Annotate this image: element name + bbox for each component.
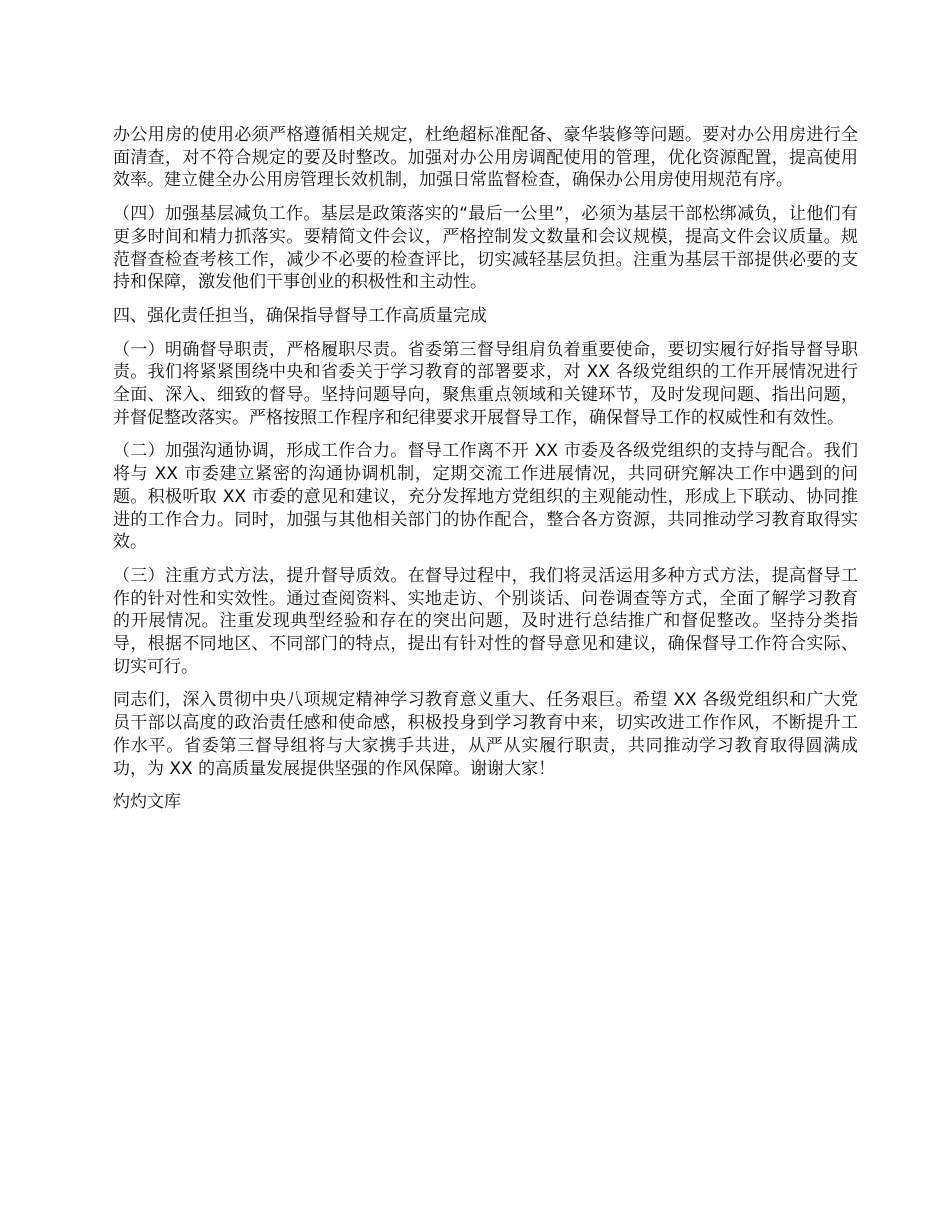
source-label: 灼灼文库 [113,792,181,813]
paragraph-supervision-duties: （一）明确督导职责，严格履职尽责。省委第三督导组肩负着重要使命，要切实履行好指导督导职责。我们将紧紧围绕中央和省委关于学习教育的部署要求，对 XX 各级党组织的工作开展情况进行全面、深入、细致的督导。坚持问题导向，聚焦重点领域和关键环节，及时发现问题、指出问题，并督促整改落实。严格按照工作程序和纪律要求开展督导工作，确保督导工作的权威性和有效性。 [113,339,858,428]
paragraph-grassroots-burden: （四）加强基层减负工作。基层是政策落实的“最后一公里”，必须为基层干部松绑减负，让他们有更多时间和精力抓落实。要精简文件会议，严格控制发文数量和会议规模，提高文件会议质量。规范督查检查考核工作，减少不必要的检查评比，切实减轻基层负担。注重为基层干部提供必要的支持和保障，激发他们干事创业的积极性和主动性。 [113,204,858,293]
document-body [113,124,858,825]
paragraph-office-housing: 办公用房的使用必须严格遵循相关规定，杜绝超标准配备、豪华装修等问题。要对办公用房进行全面清查，对不符合规定的要及时整改。加强对办公用房调配使用的管理，优化资源配置，提高使用效率。建立健全办公用房管理长效机制，加强日常监督检查，确保办公用房使用规范有序。 [113,125,858,191]
section-heading-four: 四、强化责任担当，确保指导督导工作高质量完成 [113,305,487,326]
paragraph-methods: （三）注重方式方法，提升督导质效。在督导过程中，我们将灵活运用多种方式方法，提高督导工作的针对性和实效性。通过查阅资料、实地走访、个别谈话、问卷调查等方式，全面了解学习教育的开展情况。注重发现典型经验和存在的突出问题，及时进行总结推广和督促整改。坚持分类指导，根据不同地区、不同部门的特点，提出有针对性的督导意见和建议，确保督导工作符合实际、切实可行。 [113,565,858,677]
paragraph-closing: 同志们，深入贯彻中央八项规定精神学习教育意义重大、任务艰巨。希望 XX 各级党组织和广大党员干部以高度的政治责任感和使命感，积极投身到学习教育中来，切实改进工作作风，不断提升工作水平。省委第三督导组将与大家携手共进，从严从实履行职责，共同推动学习教育取得圆满成功，为 XX 的高质量发展提供坚强的作风保障。谢谢大家！ [113,690,858,779]
paragraph-communication: （二）加强沟通协调，形成工作合力。督导工作离不开 XX 市委及各级党组织的支持与配合。我们将与 XX 市委建立紧密的沟通协调机制，定期交流工作进展情况，共同研究解决工作中遇到的问题。积极听取 XX 市委的意见和建议，充分发挥地方党组织的主观能动性，形成上下联动、协同推进的工作合力。同时，加强与其他相关部门的协作配合，整合各方资源，共同推动学习教育取得实效。 [113,441,858,553]
